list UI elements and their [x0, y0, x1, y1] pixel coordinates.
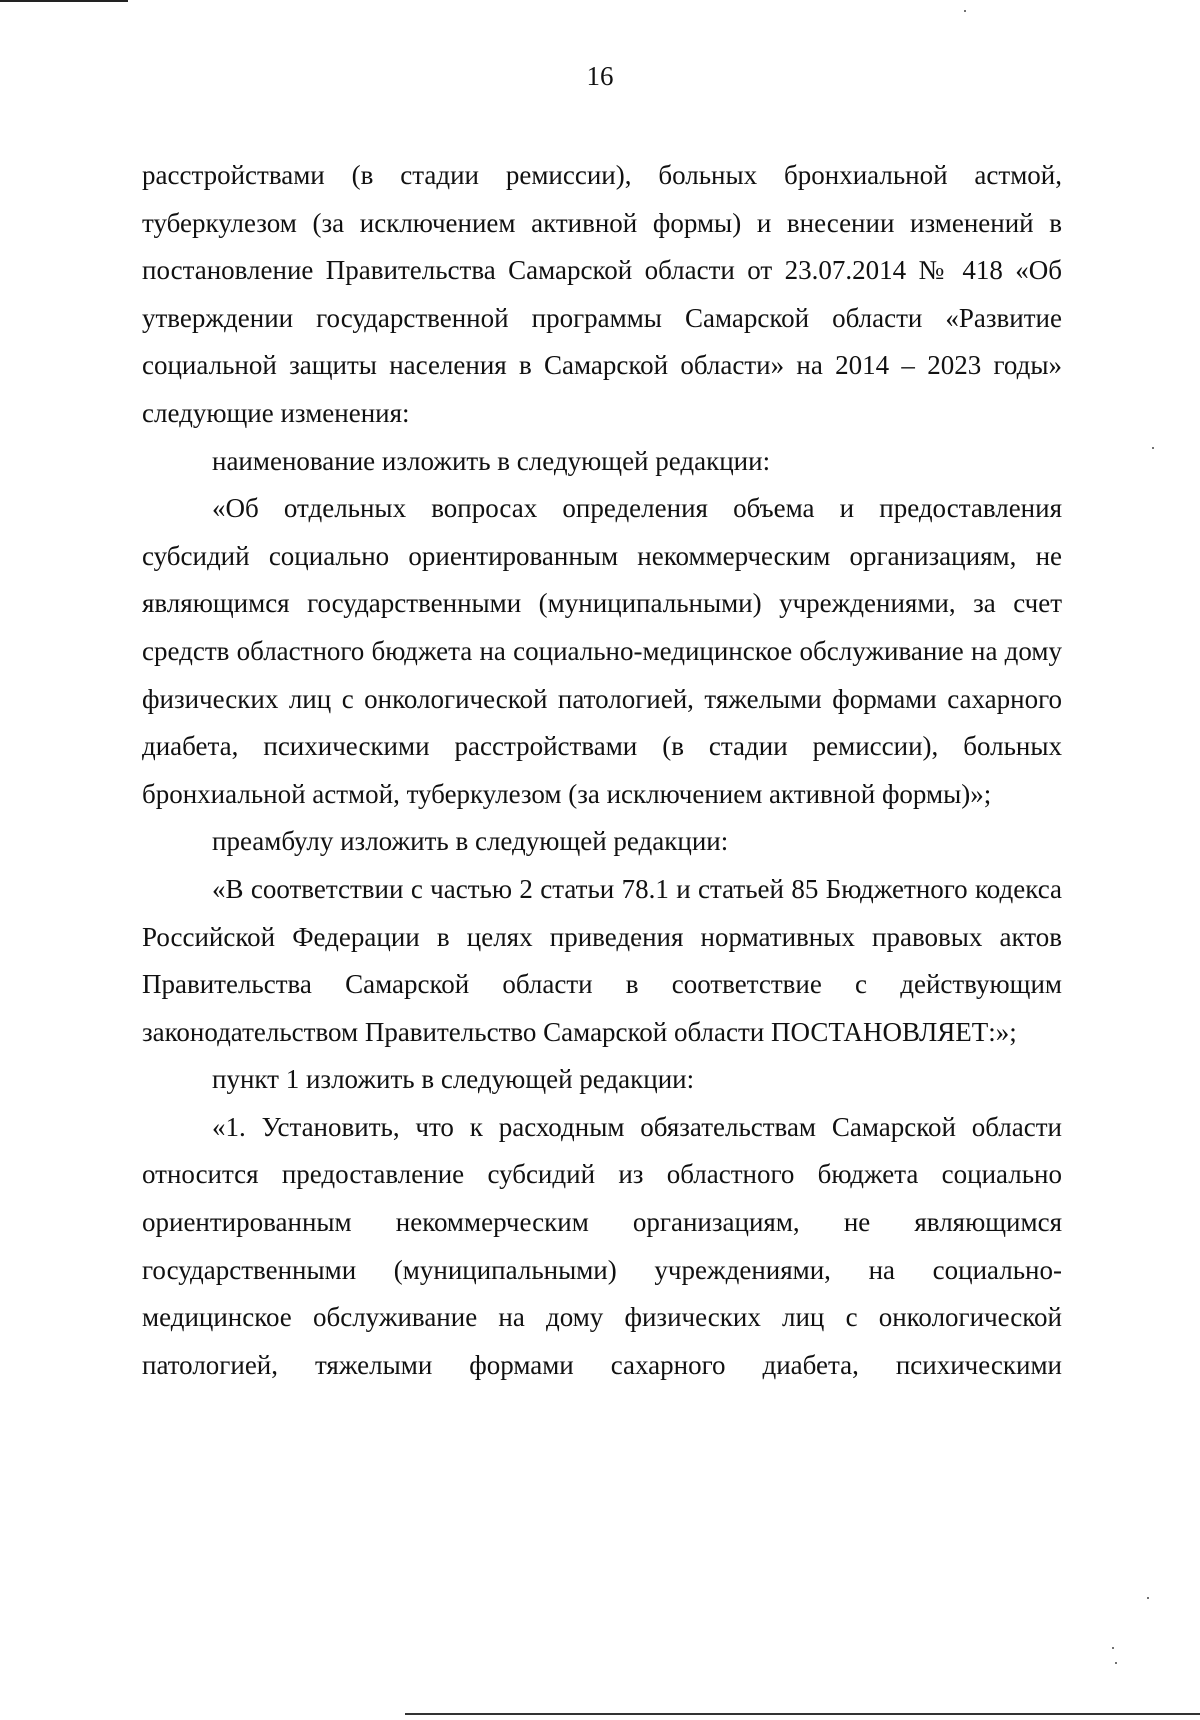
scan-edge-bottom [405, 1713, 1200, 1715]
scan-speck [1152, 447, 1154, 449]
document-body [142, 152, 1062, 1389]
scan-edge-top [0, 0, 128, 2]
paragraph-title-instruction: наименование изложить в следующей редакции: [212, 445, 771, 476]
scan-speck [1112, 1647, 1114, 1649]
scan-speck [1115, 1662, 1117, 1664]
paragraph-preamble-instruction: преамбулу изложить в следующей редакции: [212, 826, 729, 857]
paragraph-continuation: расстройствами (в стадии ремиссии), больных бронхиальной астмой, туберкулезом (за исключением активной формы) и внесении изменений в постановление Правительства Самарской области от 23.07.2014 № 418 «Об утверждении государственной программы Самарской области «Развитие социальной защиты населения в Самарской области» на 2014 – 2023 годы» следующие изменения: [142, 160, 1062, 428]
paragraph-new-item-1: «1. Установить, что к расходным обязательствам Самарской области относится предоставление субсидий из областного бюджета социально ориентированным некоммерческим организациям, не являющимся государственными (муниципальными) учреждениями, на социально-медицинское обслуживание на дому физических лиц с онкологической патологией, тяжелыми формами сахарного диабета, психическими [142, 1111, 1062, 1380]
paragraph-new-preamble: «В соответствии с частью 2 статьи 78.1 и статьей 85 Бюджетного кодекса Российской Федерации в целях приведения нормативных правовых актов Правительства Самарской области в соответствие с действующим законодательством Правительство Самарской области ПОСТАНОВЛЯЕТ:»; [142, 873, 1062, 1047]
scan-speck [964, 10, 966, 12]
paragraph-item-instruction: пункт 1 изложить в следующей редакции: [212, 1064, 695, 1095]
page-number: 16 [586, 61, 614, 91]
scan-speck [1147, 1597, 1149, 1599]
paragraph-new-title: «Об отдельных вопросах определения объема и предоставления субсидий социально ориентированным некоммерческим организациям, не являющимся государственными (муниципальными) учреждениями, за счет средств областного бюджета на социально-медицинское обслуживание на дому физических лиц с онкологической патологией, тяжелыми формами сахарного диабета, психическими расстройствами (в стадии ремиссии), больных бронхиальной астмой, туберкулезом (за исключением активной формы)»; [142, 493, 1062, 809]
